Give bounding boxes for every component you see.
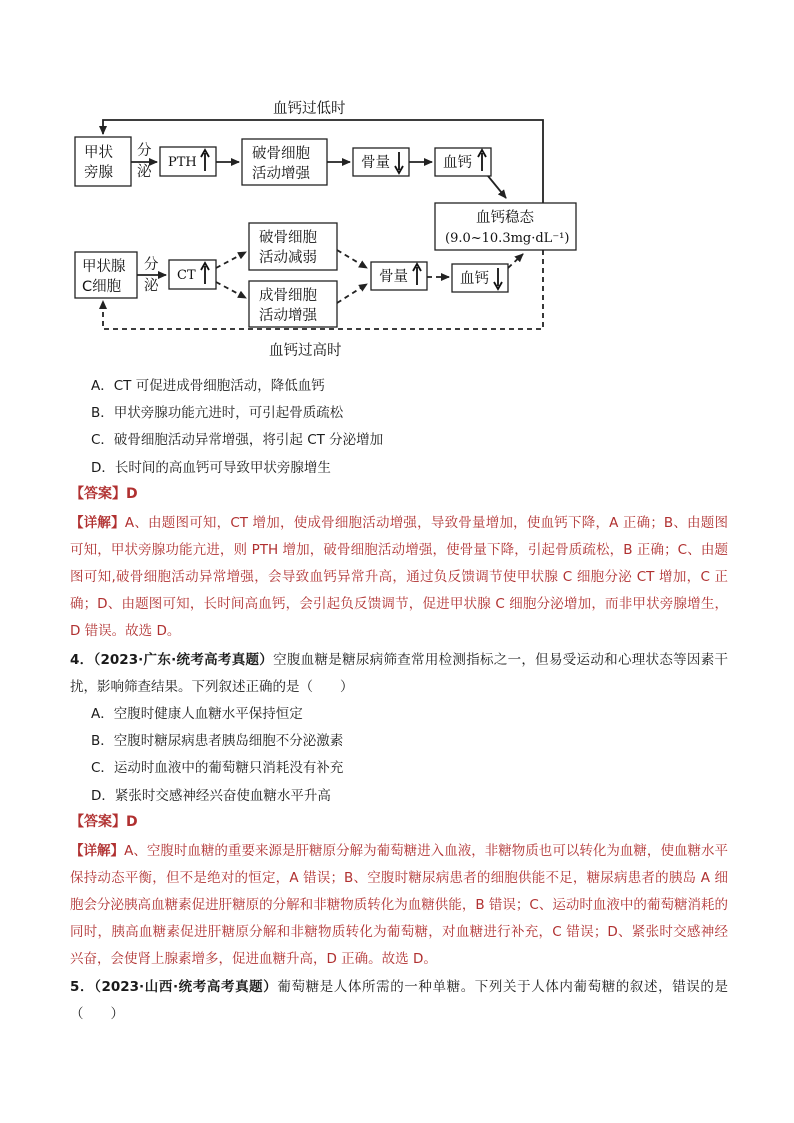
detail-tag: 【详解】 [70, 843, 125, 859]
thyroid-c-label-1: 甲状腺 [82, 259, 126, 275]
answer-tag: 【答案】 [70, 486, 126, 502]
q4-option-c: C．运动时血液中的葡萄糖只消耗没有补充 [91, 760, 344, 776]
q5-stem [70, 974, 728, 1028]
osteoblast-up-label-1: 成骨细胞 [259, 288, 317, 304]
q4-stem [70, 647, 728, 701]
answer-tag: 【答案】 [70, 814, 126, 830]
q4-source: 4．（2023·广东·统考高考真题） [70, 652, 274, 668]
detail-text: A、空腹时血糖的重要来源是肝糖原分解为葡萄糖进入血液，非糖物质也可以转化为血糖，使血糖水平保持动态平衡，但不是绝对的恒定，A 错误；B、空腹时糖尿病患者的细胞供能不足，糖尿病患者的胰岛 A 细胞会分泌胰高血糖素促进肝糖原的分解和非糖物质转化为血糖供能，B 错误；C、运动时血液中的葡萄糖消耗的同时，胰高血糖素促进肝糖原分解和非糖物质转化为葡萄糖，对血糖进行补充，C 错误；D、紧张时交感神经兴奋，会使肾上腺素增多，促进血糖升高，D 正确。故选 D。 [70, 843, 729, 967]
q3-option-a: A．CT 可促进成骨细胞活动，降低血钙 [91, 378, 325, 394]
calcium-up-label: 血钙 [443, 155, 472, 171]
q3-option-b: B．甲状旁腺功能亢进时，可引起骨质疏松 [91, 405, 344, 421]
arrow-calcium-homeostasis [488, 176, 506, 198]
bone-down-label: 骨量 [361, 155, 390, 171]
q4-option-a: A．空腹时健康人血糖水平保持恒定 [91, 706, 303, 722]
ct-label: CT [177, 268, 196, 283]
secrete-label-3: 分 [144, 257, 159, 273]
osteoclast-up-label-2: 活动增强 [252, 166, 310, 182]
q3-answer [70, 484, 138, 504]
pth-label: PTH [168, 155, 197, 170]
q4-option-d: D．紧张时交感神经兴奋使血糖水平升高 [91, 788, 331, 804]
q3-option-c: C．破骨细胞活动异常增强，将引起 CT 分泌增加 [91, 432, 384, 448]
q3-option-d: D．长时间的高血钙可导致甲状旁腺增生 [91, 460, 331, 476]
arrow-osteoblast-bone-up [337, 284, 367, 303]
q5-stem-text: 葡萄糖是人体所需的一种单糖。下列关于人体内葡萄糖的叙述，错误的是（ ） [70, 979, 729, 1022]
osteoclast-down-label-1: 破骨细胞 [259, 230, 317, 246]
osteoblast-up-label-2: 活动增强 [259, 308, 317, 324]
secrete-label-4: 泌 [144, 278, 159, 294]
detail-text: A、由题图可知，CT 增加，使成骨细胞活动增强，导致骨量增加，使血钙下降，A 正确；B、由题图可知，甲状旁腺功能亢进，则 PTH 增加，破骨细胞活动增强，使骨量下降，引起骨质疏松，B 正确；C、由题图可知,破骨细胞活动异常增强，会导致血钙异常升高，通过负反馈调节使甲状腺 C 细胞分泌 CT 增加，C 正确；D、由题图可知，长时间高血钙，会引起负反馈调节，促进甲状腺 C 细胞分泌增加，而非甲状旁腺增生，D 错误。故选 D。 [70, 515, 728, 639]
q5-source: 5．（2023·山西·统考高考真题） [70, 979, 278, 995]
detail-tag: 【详解】 [70, 515, 125, 531]
calcium-regulation-diagram [0, 0, 794, 370]
arrow-osteoclast-bone-up [337, 250, 367, 268]
secrete-label-1: 分 [137, 143, 152, 159]
parathyroid-label-1: 甲状 [84, 145, 113, 161]
calcium-down-label: 血钙 [460, 271, 489, 287]
answer-value: D [126, 486, 138, 502]
arrow-ct-osteoblast [216, 282, 246, 298]
answer-value: D [126, 814, 138, 830]
parathyroid-label-2: 旁腺 [84, 165, 113, 181]
homeostasis-range: (9.0~10.3mg·dL⁻¹) [445, 231, 570, 246]
q4-answer [70, 812, 138, 832]
arrow-calcium-down-homeostasis [508, 254, 523, 268]
q4-detail [70, 838, 728, 973]
q4-option-b: B．空腹时糖尿病患者胰岛细胞不分泌激素 [91, 733, 344, 749]
thyroid-c-label-2: C细胞 [82, 279, 122, 295]
q4-stem-text: 空腹血糖是糖尿病筛查常用检测指标之一，但易受运动和心理状态等因素干扰，影响筛查结果。下列叙述正确的是（ ） [70, 652, 728, 695]
q3-detail [70, 510, 728, 645]
osteoclast-down-label-2: 活动减弱 [259, 250, 317, 266]
low-calcium-label: 血钙过低时 [273, 101, 346, 117]
arrow-ct-osteoclast [216, 252, 246, 268]
homeostasis-label: 血钙稳态 [476, 210, 534, 226]
secrete-label-2: 泌 [137, 164, 152, 180]
high-calcium-label: 血钙过高时 [269, 343, 342, 359]
bone-up-label: 骨量 [379, 269, 408, 285]
osteoclast-up-label-1: 破骨细胞 [252, 146, 310, 162]
